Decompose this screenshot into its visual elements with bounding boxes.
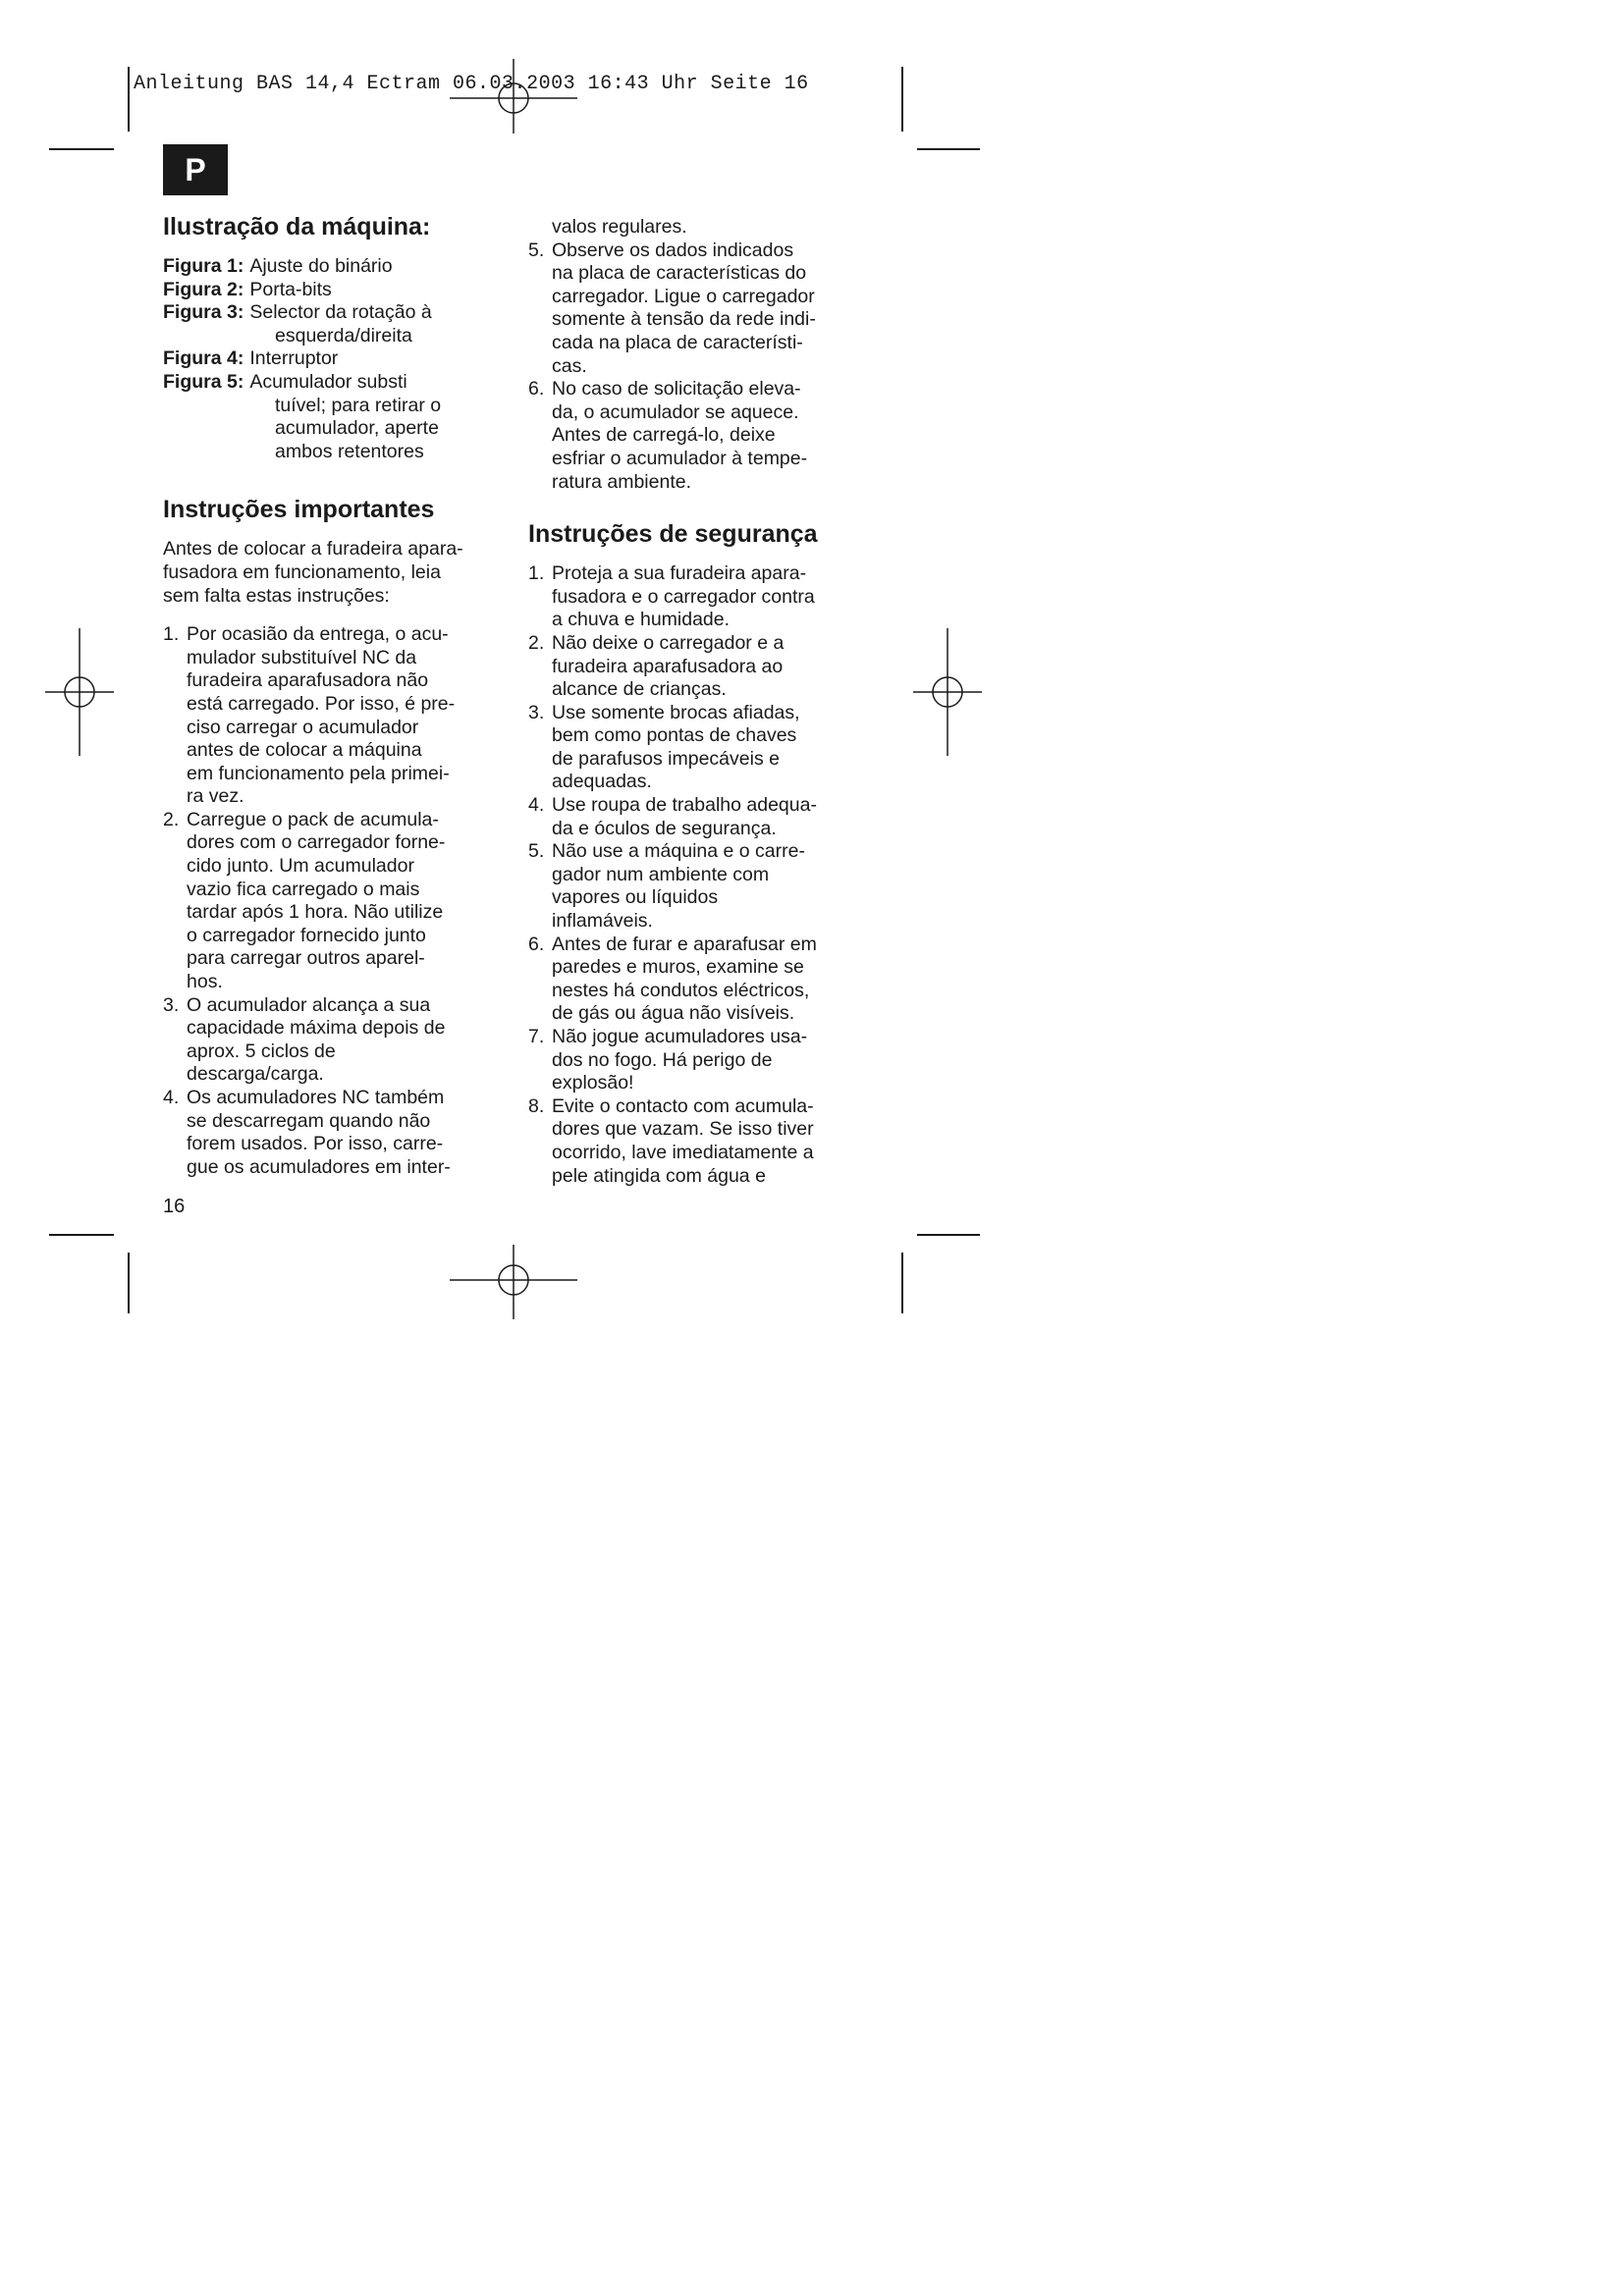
list-text-line: dos no fogo. Há perigo de [552,1048,773,1071]
page-number: 16 [163,1196,186,1217]
list-text-line: capacidade máxima depois de [187,1017,446,1040]
figure-description [249,371,497,395]
safety-item [528,934,862,1026]
safety-item [528,1026,862,1095]
list-text-line: a chuva e humidade. [552,609,731,631]
list-text-line: cada na placa de característi- [552,331,803,353]
figure-description-line: Acumulador substi [249,370,407,393]
list-text-line: esfriar o acumulador à tempe- [552,447,808,469]
registration-mark-bottom [450,1245,577,1319]
list-number: 3. [163,993,180,1016]
safety-item [528,702,862,794]
figure-description [249,279,497,302]
figure-description-line: Porta-bits [249,278,332,300]
figure-label: Figura 3: [163,301,244,324]
important-intro [163,538,497,608]
continued-text [528,216,862,240]
list-text-line: somente à tensão da rede indi- [552,308,816,331]
list-text-line: dores que vazam. Se isso tiver [552,1118,814,1141]
important-item [163,994,497,1087]
list-number: 6. [528,933,545,955]
list-text-line: Antes de furar e aparafusar em [552,933,817,955]
crop-mark-top-left-horizontal [49,148,114,150]
important-item [163,623,497,809]
list-text-line: O acumulador alcança a sua [187,993,431,1016]
figure-label: Figura 4: [163,347,244,370]
list-text-line: forem usados. Por isso, carre- [187,1133,444,1155]
list-text [552,840,862,933]
list-text-line: paredes e muros, examine se [552,956,804,979]
list-number: 1. [163,623,180,646]
important-heading: Instruções importantes [163,496,435,524]
list-text-line: explosão! [552,1072,634,1095]
intro-line: Antes de colocar a furadeira apara- [163,538,463,561]
list-text-line: dores com o carregador forne- [187,831,446,854]
list-text [552,934,862,1026]
crop-mark-bottom-left-vertical [128,1253,130,1313]
list-text [552,702,862,794]
figure-description-line: Ajuste do binário [249,255,393,277]
list-text-line: bem como pontas de chaves [552,724,797,747]
important-item [528,378,862,494]
crop-mark-bottom-right-horizontal [917,1234,980,1236]
list-text-line: aprox. 5 ciclos de [187,1040,336,1062]
list-text-line: cido junto. Um acumulador [187,855,414,878]
list-text-line: Não jogue acumuladores usa- [552,1026,808,1047]
list-text-line: adequadas. [552,771,652,793]
list-text-line: carregador. Ligue o carregador [552,285,815,307]
list-text-line: na placa de características do [552,262,807,285]
safety-list [528,562,862,1188]
list-text-line: alcance de crianças. [552,678,727,701]
list-number: 4. [163,1087,180,1108]
list-text [552,1095,862,1188]
list-text-line: ocorrido, lave imediatamente a [552,1141,814,1163]
list-text-line: descarga/carga. [187,1063,324,1086]
figure-description-line: ambos retentores [275,440,424,462]
list-text [187,809,497,994]
list-text-line: se descarregam quando não [187,1109,431,1132]
list-text-line: Não use a máquina e o carre- [552,840,805,863]
registration-mark-top [450,59,577,133]
list-number: 4. [528,794,545,817]
crop-mark-bottom-right-vertical [901,1253,903,1313]
list-text-line: cas. [552,354,587,377]
safety-item [528,1095,862,1188]
list-text-line: ciso carregar o acumulador [187,716,419,738]
list-text-line: Os acumuladores NC também [187,1087,445,1108]
crop-mark-bottom-left-horizontal [49,1234,114,1236]
registration-mark-left [45,628,114,756]
important-list [163,623,497,1179]
list-number: 7. [528,1026,545,1047]
figure-description-line: Interruptor [249,347,339,370]
figure-list [163,255,497,463]
intro-line: sem falta estas instruções: [163,584,390,607]
list-number: 5. [528,840,545,863]
list-number: 8. [528,1095,545,1117]
list-text-line: Por ocasião da entrega, o acu- [187,623,449,646]
list-text-line: Não deixe o carregador e a [552,631,785,654]
list-text-line: pele atingida com água e [552,1164,766,1187]
list-number: 3. [528,701,545,723]
important-item [163,1087,497,1179]
list-text-line: da e óculos de segurança. [552,817,777,839]
list-text [187,994,497,1087]
list-text-line: em funcionamento pela primei- [187,762,450,784]
figure-item [163,301,497,325]
safety-item [528,794,862,840]
list-text [187,1087,497,1179]
figure-description [249,255,497,279]
figure-description-line: esquerda/direita [275,324,412,347]
list-number: 6. [528,378,545,400]
safety-item [528,632,862,702]
list-text-line: o carregador fornecido junto [187,924,426,946]
machine-heading: Ilustração da máquina: [163,213,431,240]
list-text-line: mulador substituível NC da [187,646,417,668]
safety-heading: Instruções de segurança [528,520,818,549]
list-text-line: antes de colocar a máquina [187,739,422,762]
figure-label: Figura 2: [163,278,244,300]
list-text-line: inflamáveis. [552,910,653,933]
registration-mark-right [913,628,982,756]
list-text-line: está carregado. Por isso, é pre- [187,692,456,715]
list-text-line: Evite o contacto com acumula- [552,1095,814,1117]
list-number: 1. [528,562,545,585]
list-text [552,240,862,379]
language-tag: P [163,144,228,195]
safety-item [528,562,862,632]
list-text [552,1026,862,1095]
figure-description [249,301,497,325]
list-text-line: ratura ambiente. [552,470,691,493]
list-text-line: No caso de solicitação eleva- [552,378,801,400]
list-text-line: tardar após 1 hora. Não utilize [187,901,444,924]
figure-description-line: tuível; para retirar o [275,394,442,416]
intro-line: fusadora em funcionamento, leia [163,561,441,583]
continued-line: valos regulares. [552,216,687,238]
list-text-line: furadeira aparafusadora ao [552,655,784,677]
list-text-line: gue os acumuladores em inter- [187,1155,451,1178]
list-text [552,562,862,632]
list-text-line: ra vez. [187,785,244,808]
right-column [528,216,862,1188]
list-text-line: vazio fica carregado o mais [187,878,420,900]
figure-description [249,347,497,371]
list-text-line: Use somente brocas afiadas, [552,701,800,723]
list-text-line: hos. [187,971,223,993]
figure-label: Figura 5: [163,370,244,393]
list-text-line: de gás ou água não visíveis. [552,1002,795,1025]
list-text-line: fusadora e o carregador contra [552,585,815,608]
crop-mark-top-right-vertical [901,67,903,132]
list-text-line: nestes há condutos eléctricos, [552,979,810,1001]
list-text-line: de parafusos impecáveis e [552,747,780,770]
crop-mark-top-right-horizontal [917,148,980,150]
list-number: 2. [163,808,180,830]
figure-item [163,371,497,395]
list-text-line: Use roupa de trabalho adequa- [552,794,817,817]
figure-description-line: acumulador, aperte [275,417,439,440]
crop-mark-top-left-vertical [128,67,130,132]
list-text-line: furadeira aparafusadora não [187,669,429,692]
left-column [163,212,497,1179]
list-text-line: vapores ou líquidos [552,886,719,909]
important-item [163,809,497,994]
list-text-line: da, o acumulador se aquece. [552,400,799,423]
list-text [187,623,497,809]
list-text-line: Proteja a sua furadeira apara- [552,562,807,585]
figure-item [163,255,497,279]
important-list-continued [528,240,862,495]
list-text-line: Antes de carregá-lo, deixe [552,424,776,447]
list-text [552,632,862,702]
figure-item [163,347,497,371]
safety-item [528,840,862,933]
list-text-line: Carregue o pack de acumula- [187,808,439,830]
list-text [552,794,862,840]
list-text [552,378,862,494]
print-slug: Anleitung BAS 14,4 Ectram 06.03.2003 16:43 Uhr Seite 16 [134,73,809,95]
list-text-line: gador num ambiente com [552,863,770,885]
figure-item [163,279,497,302]
figure-label: Figura 1: [163,255,244,277]
list-text-line: Observe os dados indicados [552,239,794,261]
list-number: 5. [528,239,545,261]
important-item [528,240,862,379]
figure-description-line: Selector da rotação à [249,301,432,324]
list-number: 2. [528,631,545,654]
list-text-line: para carregar outros aparel- [187,947,425,970]
